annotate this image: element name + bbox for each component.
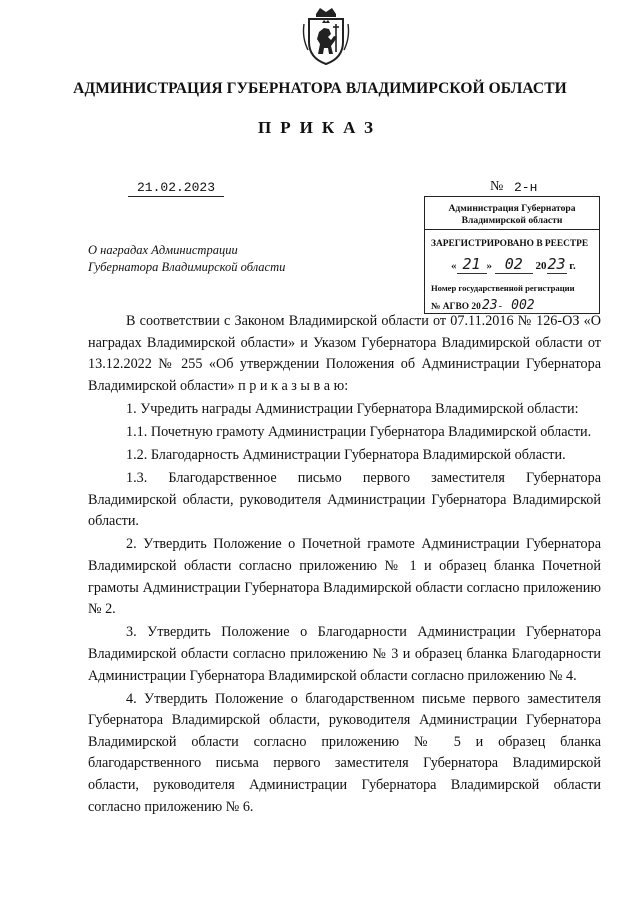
paragraph-item-1: 1. Учредить награды Администрации Губернатора Владимирской области: (126, 400, 579, 417)
stamp-org-line1: Администрация Губернатора (448, 203, 576, 214)
stamp-year-suffix: 23 (547, 255, 566, 273)
document-type-title: ПРИКАЗ (258, 118, 382, 137)
stamp-agvo-separator: - (498, 302, 502, 312)
paragraph-item-1-1: 1.1. Почетную грамоту Администрации Губернатора Владимирской области. (126, 423, 592, 440)
organization-title: АДМИНИСТРАЦИЯ ГУБЕРНАТОРА ВЛАДИМИРСКОЙ ОБЛАСТИ (73, 80, 567, 97)
stamp-month: 02 (495, 255, 533, 274)
document-date: 21.02.2023 (128, 180, 224, 197)
paragraph-item-4: 4. Утвердить Положение о благодарственном письме первого заместителя Губернатора Владимирской области, руководителя Администрации Губернатора Владимирской области согласно приложению № 5 и образец бланка благодарственного письма первого заместителя Губернатора Владимирской области, руководителя Администрации Губернатора Владимирской области согласно приложению № 6. (88, 690, 601, 815)
stamp-year-unit: г. (569, 260, 576, 272)
stamp-day: 21 (457, 255, 487, 274)
document-subject (88, 242, 318, 276)
stamp-registered-label: ЗАРЕГИСТРИРОВАНО В РЕЕСТРЕ (431, 239, 589, 249)
stamp-agvo-prefix: № АГВО 20 (431, 302, 481, 312)
stamp-number-label: Номер государственной регистрации (431, 283, 575, 293)
stamp-registration-date: « 21 » 02 2023 г. (451, 255, 576, 273)
stamp-organization (425, 203, 599, 227)
document-number-label: № (490, 179, 504, 194)
document-number: 2-н (510, 180, 588, 197)
stamp-divider (425, 229, 599, 230)
paragraph-item-1-3: 1.3. Благодарственное письмо первого заместителя Губернатора Владимирской области, руководителя Администрации Губернатора Владимирской области. (88, 470, 601, 530)
paragraph-item-1-2: 1.2. Благодарность Администрации Губернатора Владимирской области. (126, 447, 566, 464)
stamp-year-prefix: 20 (535, 260, 547, 272)
paragraph-item-3: 3. Утвердить Положение о Благодарности Администрации Губернатора Владимирской области согласно приложению № 3 и образец бланка Благодарности Администрации Губернатора Владимирской области согласно приложению № 4. (88, 624, 601, 684)
stamp-agvo-year: 23 (481, 298, 498, 313)
coat-of-arms-icon (300, 6, 352, 66)
stamp-agvo-number: 002 (502, 298, 544, 314)
subject-line-1: О наградах Администрации (88, 243, 238, 257)
stamp-org-line2: Владимирской области (461, 215, 563, 226)
subject-line-2: Губернатора Владимирской области (88, 260, 286, 274)
paragraph-preamble: В соответствии с Законом Владимирской области от 07.11.2016 № 126-ОЗ «О наградах Владимирской области» и Указом Губернатора Владимирской области от 13.12.2022 № 255 «Об утверждении Положения об Администрации Губернатора Владимирской области» п р и к а з ы в а ю: (88, 313, 601, 394)
paragraph-item-2: 2. Утвердить Положение о Почетной грамоте Администрации Губернатора Владимирской области согласно приложению № 1 и образец бланка Почетной грамоты Администрации Губернатора Владимирской области согласно приложению № 2. (88, 536, 601, 618)
document-body (88, 311, 601, 820)
registration-stamp (424, 196, 600, 314)
